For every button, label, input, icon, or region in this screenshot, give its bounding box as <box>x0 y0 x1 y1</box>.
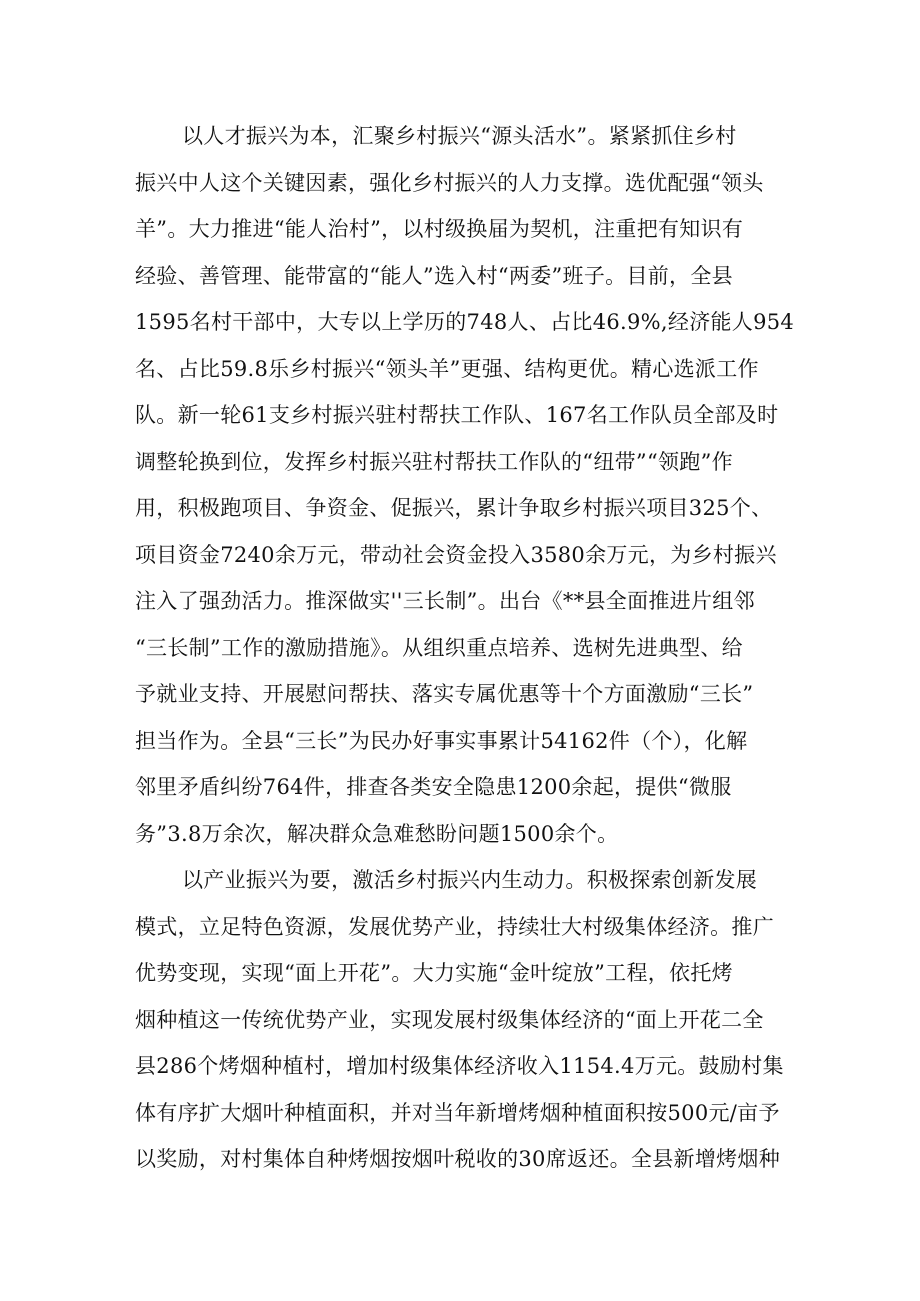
text-line: 1595名村干部中，大专以上学历的748人、占比46.9%,经济能人954 <box>135 310 795 334</box>
text-line: 调整轮换到位，发挥乡村振兴驻村帮扶工作队的“纽带”“领跑”作 <box>135 449 733 474</box>
text-line: 经验、善管理、能带富的“能人”选入村“两委”班子。目前，全县 <box>135 263 733 288</box>
text-line: 模式，立足特色资源，发展优势产业，持续壮大村级集体经济。推广 <box>135 914 774 939</box>
text-line: 羊”。大力推进“能人治村”，以村级换届为契机，注重把有知识有 <box>135 217 744 241</box>
document-body <box>135 113 795 1183</box>
text-line: 项目资金7240余万元，带动社会资金投入3580余万元，为乡村振兴 <box>135 542 777 567</box>
text-line: 烟种植这一传统优势产业，实现发展村级集体经济的“面上开花二全 <box>135 1007 764 1032</box>
text-line: 优势变现，实现“面上开花”。大力实施“金叶绽放”工程，依托烤 <box>135 961 733 985</box>
text-line: 振兴中人这个关键因素，强化乡村振兴的人力支撑。选优配强“领头 <box>135 170 764 195</box>
text-line: 县286个烤烟种植村，增加村级集体经济收入1154.4万元。鼓励村集 <box>135 1054 784 1078</box>
text-line: 予就业支持、开展慰问帮扶、落实专属优惠等十个方面激励“三长” <box>135 682 754 706</box>
paragraph-industry-revitalization <box>135 857 785 1183</box>
text-line: 队。新一轮61支乡村振兴驻村帮扶工作队、167名工作队员全部及时 <box>135 403 779 427</box>
paragraph-talent-revitalization <box>135 113 795 857</box>
text-line: 以人才振兴为本，汇聚乡村振兴“源头活水”。紧紧抓住乡村 <box>182 124 737 148</box>
text-line: 务”3.8万余次，解决群众急难愁盼问题1500余个。 <box>135 821 619 846</box>
text-line: 担当作为。全县“三长”为民办好事实事累计54162件（个），化解 <box>135 728 748 753</box>
text-line: 以产业振兴为要，激活乡村振兴内生动力。积极探索创新发展 <box>182 868 758 892</box>
text-line: 体有序扩大烟叶种植面积，并对当年新增烤烟种植面积按500元/亩予 <box>135 1100 780 1125</box>
text-line: 注入了强劲活力。推深做实''三长制”。出台《**县全面推进片组邻 <box>135 589 755 613</box>
text-line: “三长制”工作的激励措施》。从组织重点培养、选树先进典型、给 <box>135 635 743 660</box>
text-line: 以奖励，对村集体自种烤烟按烟叶税收的30席返还。全县新增烤烟种 <box>135 1147 781 1171</box>
text-line: 邻里矛盾纠纷764件，排查各类安全隐患1200余起，提供“微服 <box>135 775 732 799</box>
text-line: 用，积极跑项目、争资金、促振兴，累计争取乡村振兴项目325个、 <box>135 496 773 520</box>
text-line: 名、占比59.8乐乡村振兴“领头羊”更强、结构更优。精心选派工作 <box>135 356 759 381</box>
